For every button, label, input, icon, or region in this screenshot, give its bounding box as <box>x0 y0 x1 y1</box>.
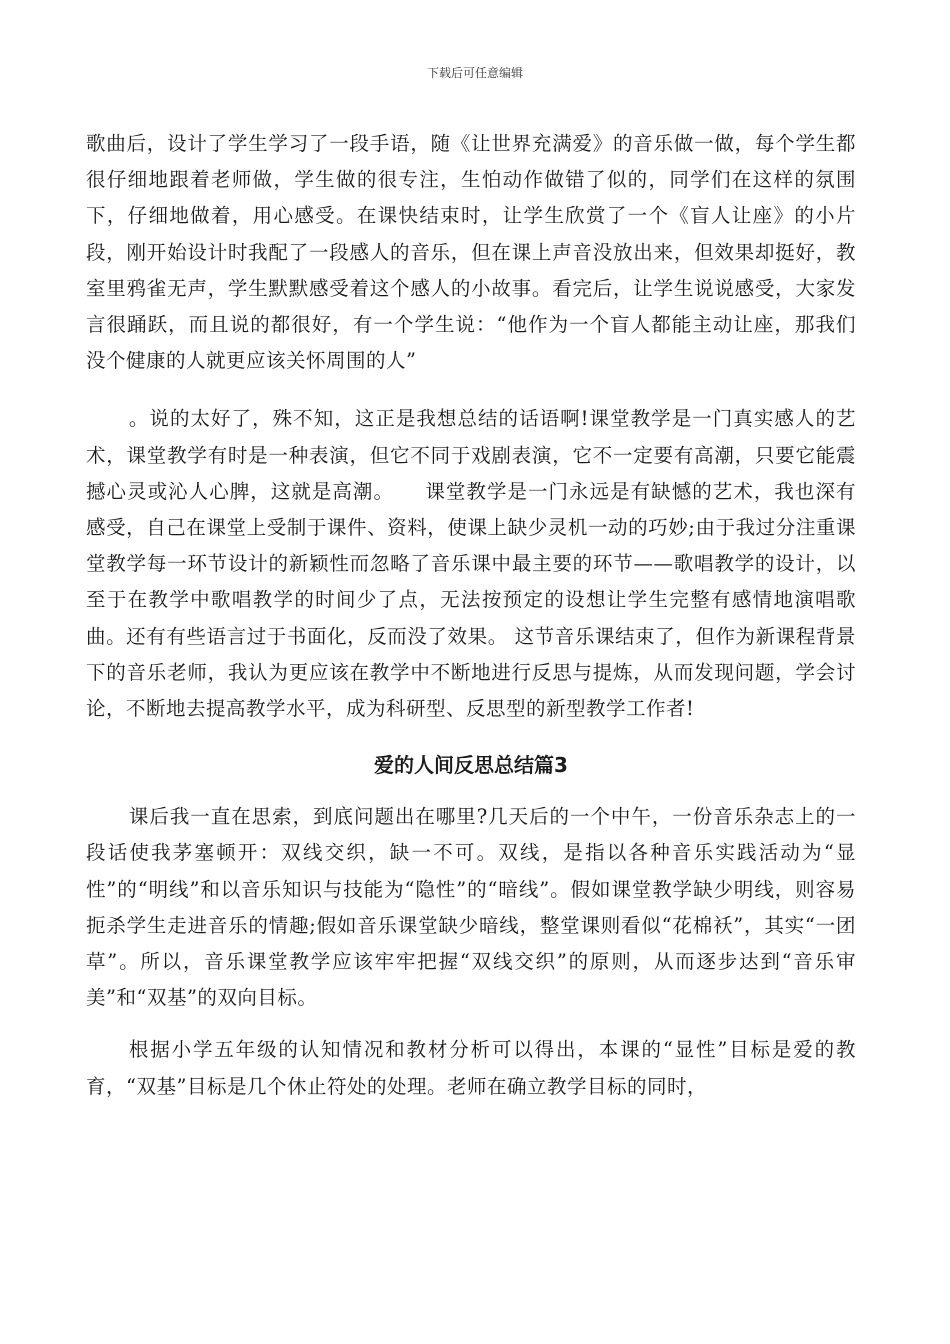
paragraph-2: 。说的太好了，殊不知，这正是我想总结的话语啊!课堂教学是一门真实感人的艺术，课堂教学有时是一种表演，但它不同于戏剧表演，它不一定要有高潮，只要它能震撼心灵或沁人心脾，这就是高潮。 课堂教学是一门永远是有缺憾的艺术，我也深有感受，自己在课堂上受制于课件、资料，使课上缺少灵机一动的巧妙;由于我过分注重课堂教学每一环节设计的新颖性而忽略了音乐课中最主要的环节——歌唱教学的设计，以至于在教学中歌唱教学的时间少了点，无法按预定的设想让学生完整有感情地演唱歌曲。还有有些语言过于书面化，反而没了效果。 这节音乐课结束了，但作为新课程背景下的音乐老师，我认为更应该在教学中不断地进行反思与提炼，从而发现问题，学会讨论，不断地去提高教学水平，成为科研型、反思型的新型教学工作者! <box>86 407 856 721</box>
paragraph-4: 根据小学五年级的认知情况和教材分析可以得出，本课的“显性”目标是爱的教育，“双基”目标是几个休止符处的处理。老师在确立教学目标的同时， <box>86 1038 856 1098</box>
paragraph-3: 课后我一直在思索，到底问题出在哪里?几天后的一个中午，一份音乐杂志上的一段话使我茅塞顿开：双线交织，缺一不可。双线，是指以各种音乐实践活动为“显性”的“明线”和以音乐知识与技能为“隐性”的“暗线”。假如课堂教学缺少明线，则容易扼杀学生走进音乐的情趣;假如音乐课堂缺少暗线，整堂课则看似“花棉袄”，其实“一团草”。所以，音乐课堂教学应该牢牢把握“双线交织”的原则，从而逐步达到“音乐审美”和“双基”的双向目标。 <box>86 805 856 1010</box>
paragraph-1: 歌曲后，设计了学生学习了一段手语，随《让世界充满爱》的音乐做一做，每个学生都很仔细地跟着老师做，学生做的很专注，生怕动作做错了似的，同学们在这样的氛围下，仔细地做着，用心感受。在课快结束时，让学生欣赏了一个《盲人让座》的小片段，刚开始设计时我配了一段感人的音乐，但在课上声音没放出来，但效果却挺好，教室里鸦雀无声，学生默默感受着这个感人的小故事。看完后，让学生说说感受，大家发言很踊跃，而且说的都很好，有一个学生说：“他作为一个盲人都能主动让座，那我们没个健康的人就更应该关怀周围的人” <box>86 132 856 373</box>
page-header: 下载后可任意编辑 <box>426 66 523 80</box>
section-heading: 爱的人间反思总结篇3 <box>374 753 568 778</box>
document-body <box>86 126 856 1105</box>
